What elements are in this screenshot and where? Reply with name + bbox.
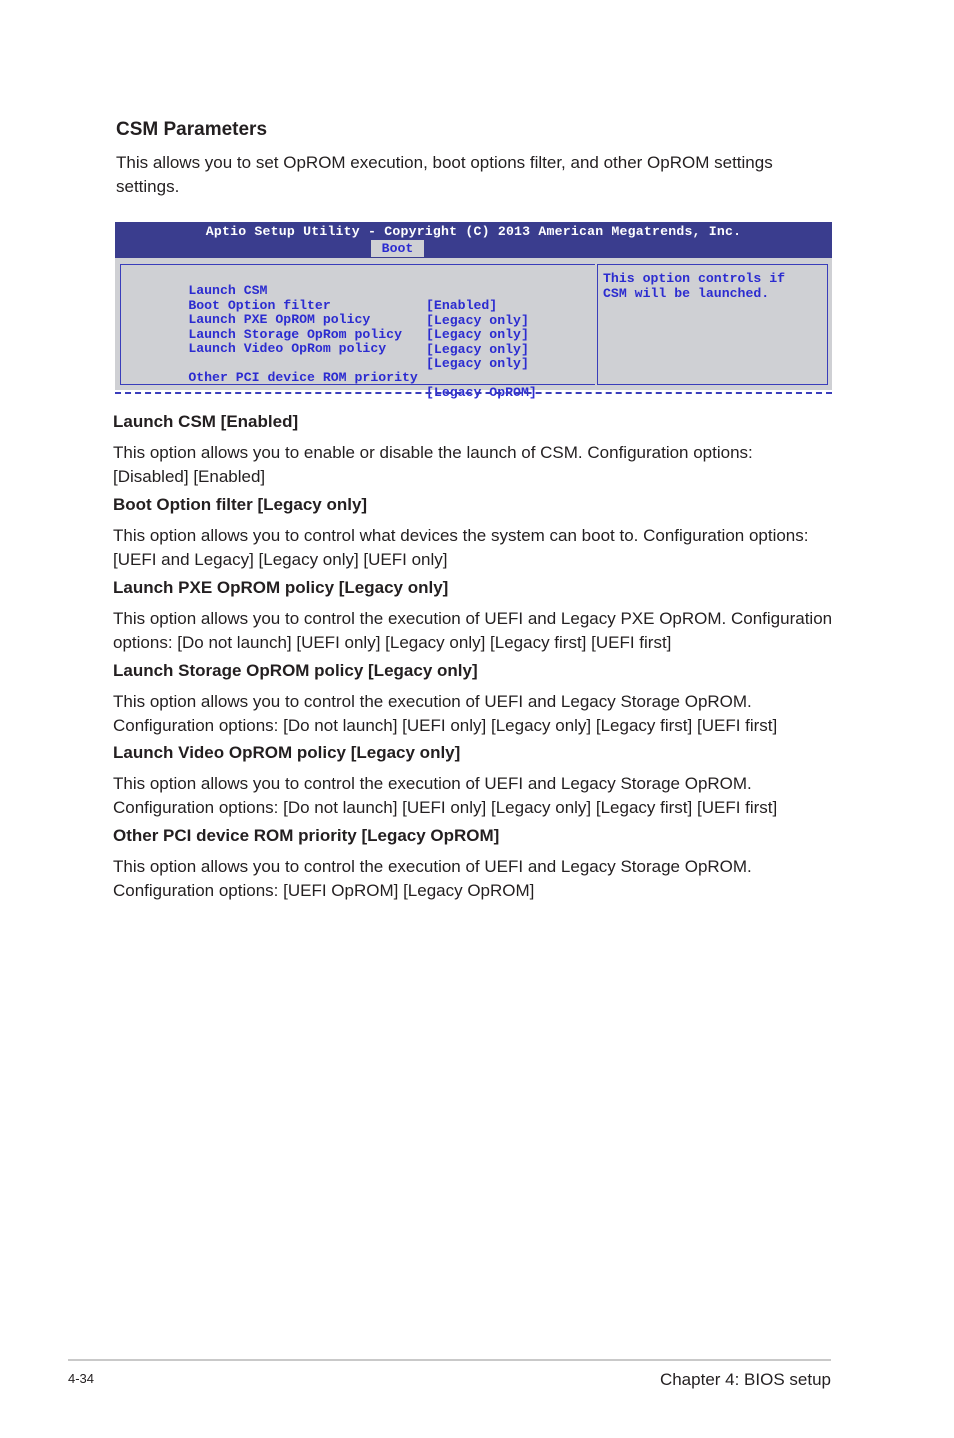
bios-item-label: Launch Video OpRom policy (188, 341, 387, 356)
option-title-launch-storage-oprom: Launch Storage OpROM policy [Legacy only] (113, 661, 478, 680)
bios-screenshot (115, 222, 832, 398)
option-desc-launch-video-oprom: This option allows you to control the execution of UEFI and Legacy Storage OpROM. Configuration options: [Do not launch] [UEFI only] [Legacy only] [Legacy first] [UEFI first] (113, 774, 778, 817)
option-desc-other-pci-rom-priority: This option allows you to control the execution of UEFI and Legacy Storage OpROM. Configuration options: [UEFI OpROM] [Legacy OpROM] (113, 857, 752, 900)
bios-item-value[interactable]: [Legacy only] (426, 342, 529, 357)
option-title-boot-option-filter: Boot Option filter [Legacy only] (113, 495, 368, 514)
bios-item-value[interactable]: [Enabled] (426, 298, 498, 313)
bios-title: Aptio Setup Utility - Copyright (C) 2013 American Megatrends, Inc. (205, 224, 742, 239)
tab-boot[interactable]: Boot (371, 240, 424, 257)
bios-item-label: Launch Storage OpRom policy (188, 327, 402, 342)
option-title-launch-pxe-oprom: Launch PXE OpROM policy [Legacy only] (113, 578, 449, 597)
section-heading: CSM Parameters (116, 119, 268, 140)
option-desc-boot-option-filter: This option allows you to control what devices the system can boot to. Configuration options: [UEFI and Legacy] [Legacy only] [UEFI only] (113, 526, 809, 569)
option-desc-launch-pxe-oprom: This option allows you to control the execution of UEFI and Legacy PXE OpROM. Configuration options: [Do not launch] [UEFI only] [Legacy only] [Legacy first] [UEFI first] (113, 609, 833, 652)
option-title-launch-video-oprom: Launch Video OpROM policy [Legacy only] (113, 743, 461, 762)
option-desc-launch-storage-oprom: This option allows you to control the execution of UEFI and Legacy Storage OpROM. Configuration options: [Do not launch] [UEFI only] [Legacy only] [Legacy first] [UEFI first] (113, 692, 778, 735)
bios-body (115, 258, 832, 400)
bios-settings-panel (120, 264, 595, 400)
bios-item-label: Launch PXE OpROM policy (188, 312, 371, 327)
bios-item-label: Launch CSM (188, 283, 268, 298)
section-intro: This allows you to set OpROM execution, boot options filter, and other OpROM settings settings. (116, 153, 773, 196)
bios-dashed-divider (115, 392, 832, 394)
bios-item-label: Other PCI device ROM priority (188, 370, 418, 385)
bios-item-value[interactable]: [Legacy only] (426, 327, 529, 342)
bios-header (115, 222, 832, 258)
bios-item-value[interactable]: [Legacy only] (426, 313, 529, 328)
bios-item-value[interactable]: [Legacy OpROM] (426, 385, 537, 400)
footer-rule (68, 1359, 831, 1361)
bios-item-value[interactable]: [Legacy only] (426, 356, 529, 371)
bios-item-label: Boot Option filter (188, 298, 331, 313)
page-number: 4-34 (68, 1371, 95, 1386)
option-title-other-pci-rom-priority: Other PCI device ROM priority [Legacy OpROM] (113, 826, 500, 845)
option-desc-launch-csm: This option allows you to enable or disable the launch of CSM. Configuration options: [Disabled] [Enabled] (113, 443, 753, 486)
option-title-launch-csm: Launch CSM [Enabled] (113, 412, 299, 431)
chapter-label: Chapter 4: BIOS setup (659, 1370, 831, 1389)
bios-help-text: This option controls if CSM will be launched. (603, 271, 786, 301)
bios-help-panel (597, 264, 828, 385)
